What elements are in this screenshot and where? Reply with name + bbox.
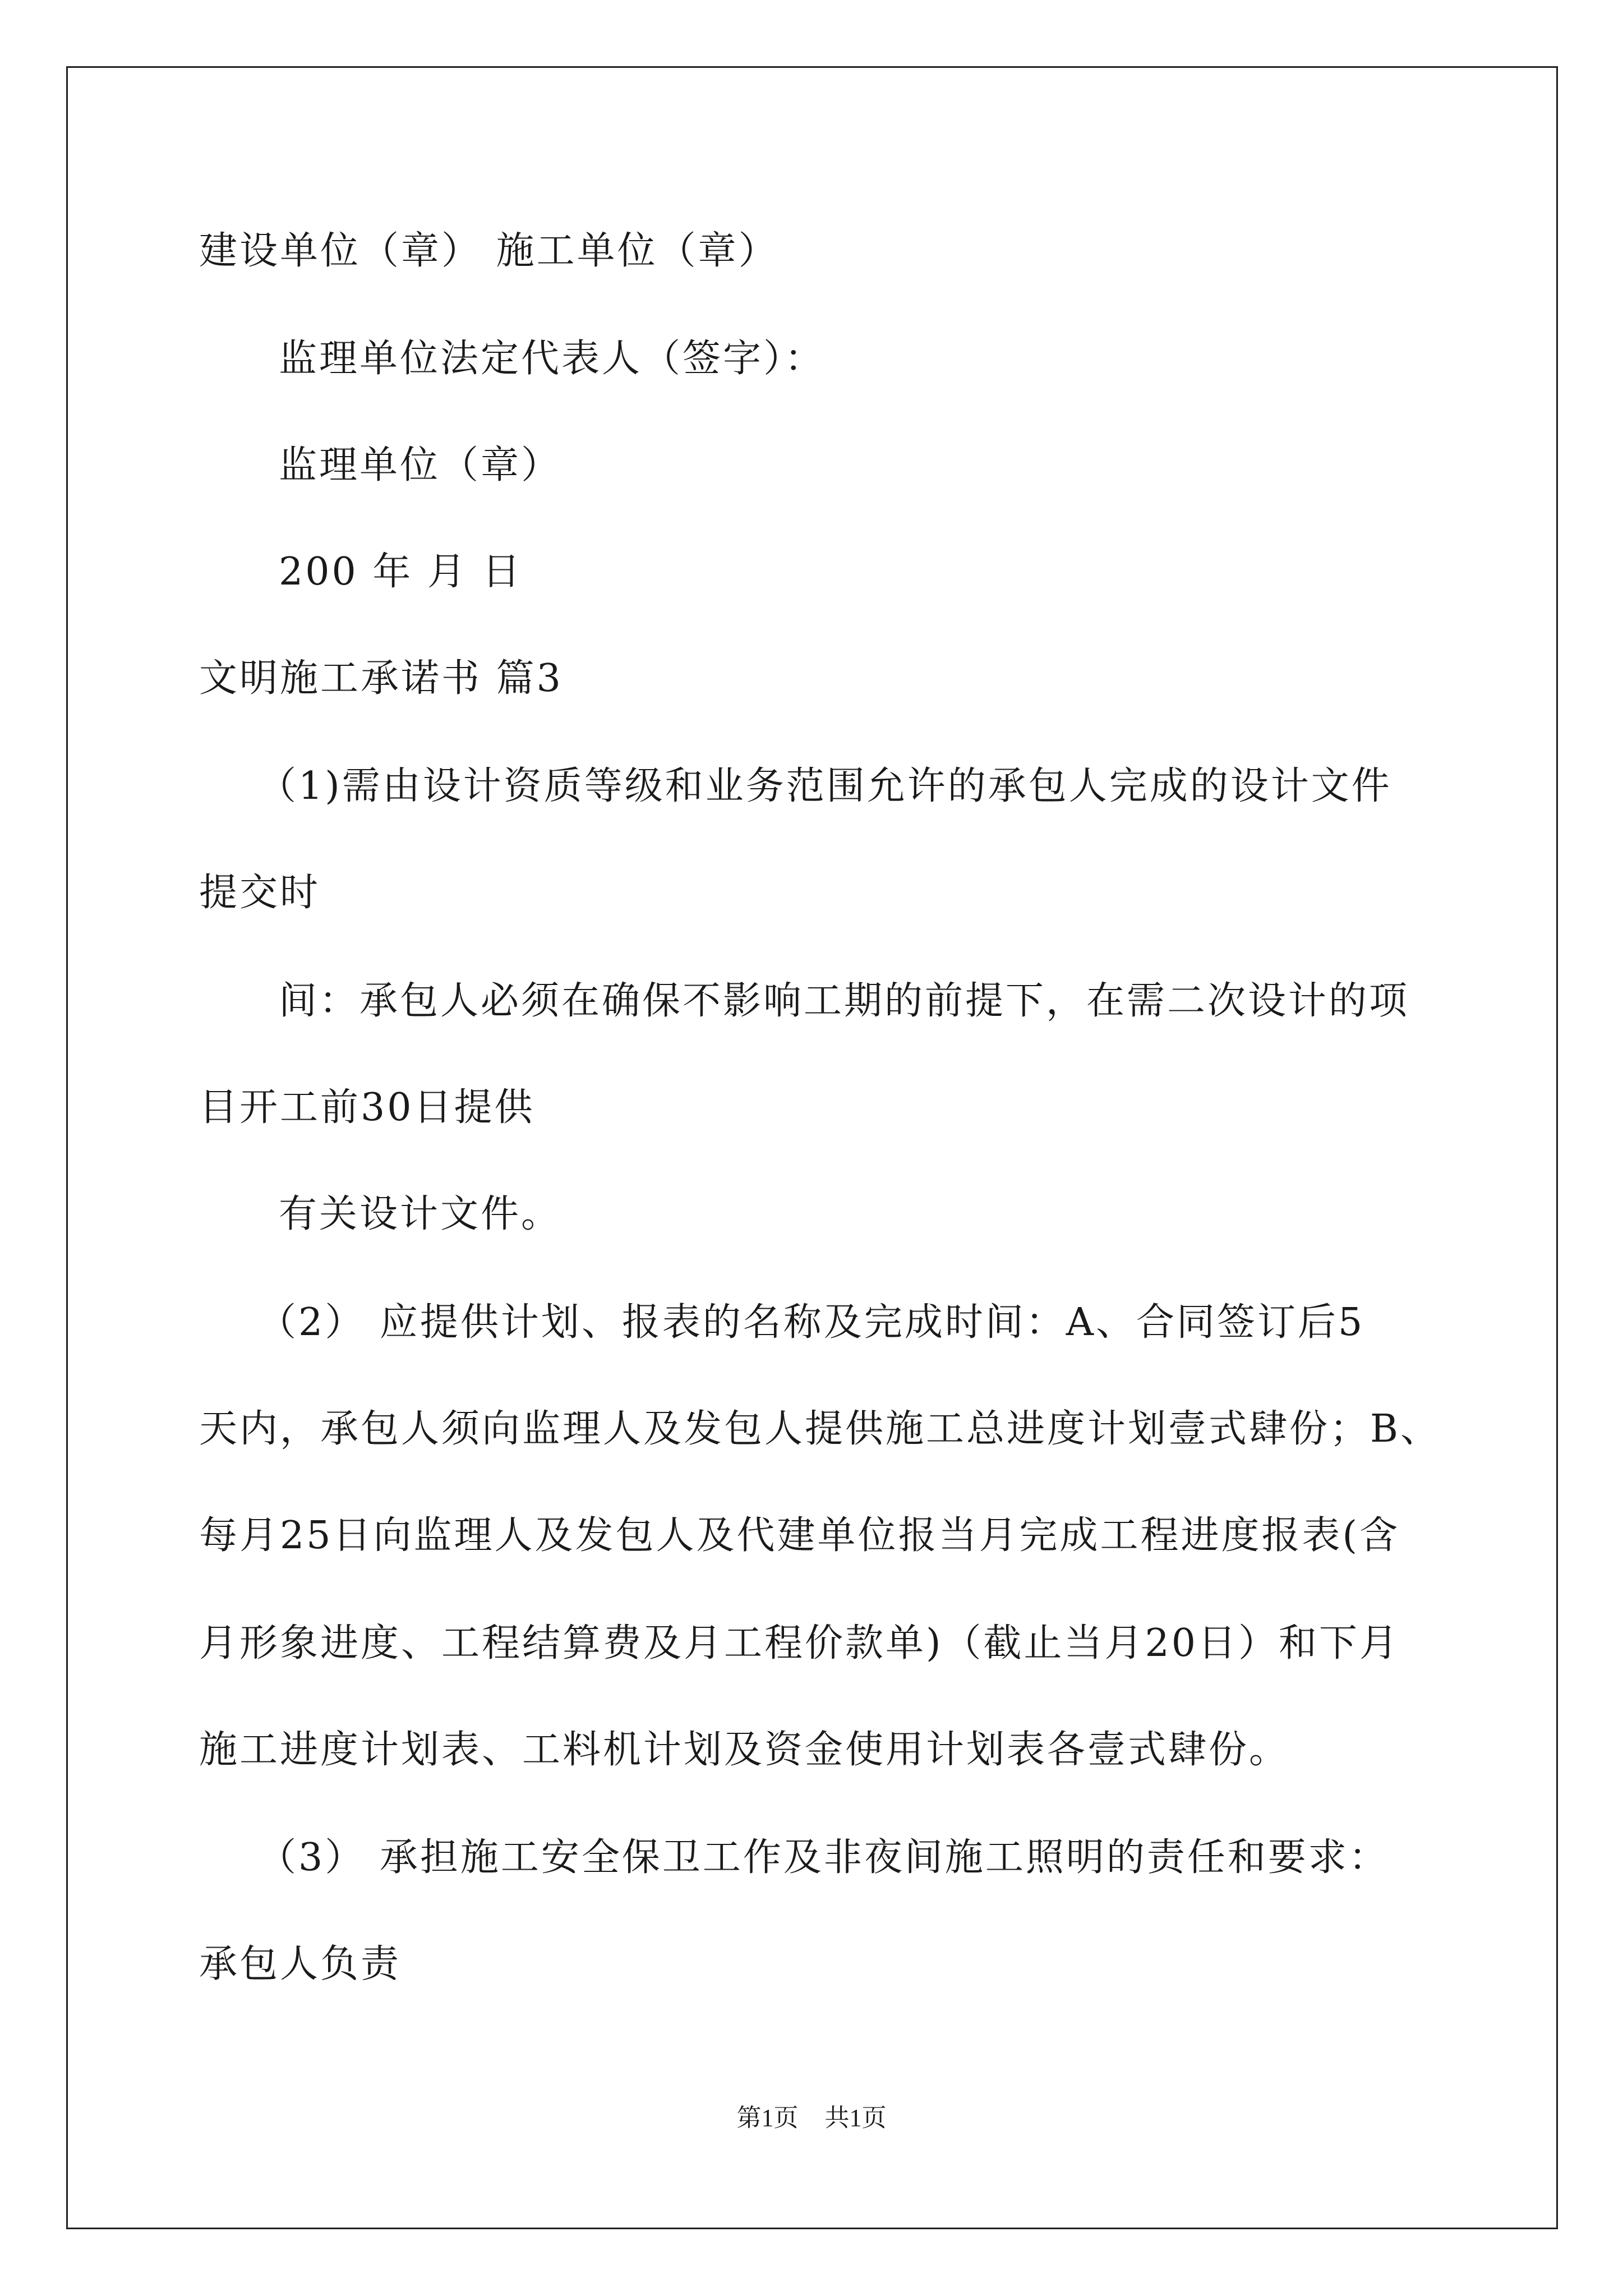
paragraph-1-line-4: 目开工前30日提供 <box>199 1085 535 1130</box>
sign-units-line: 建设单位（章） 施工单位（章） <box>199 229 779 273</box>
paragraph-2-line-2: 天内，承包人须向监理人及发包人提供施工总进度计划壹式肆份；B、 <box>199 1407 1441 1451</box>
paragraph-1-line-3: 间：承包人必须在确保不影响工期的前提下，在需二次设计的项 <box>279 979 1410 1023</box>
section-title: 文明施工承诺书 篇3 <box>199 656 563 701</box>
paragraph-1-line-5: 有关设计文件。 <box>279 1192 562 1236</box>
paragraph-3-line-1: （3） 承担施工安全保卫工作及非夜间施工照明的责任和要求： <box>258 1835 1389 1880</box>
page-number-total: 共1页 <box>824 2104 887 2132</box>
paragraph-2-line-4: 月形象进度、工程结算费及月工程价款单)（截止当月20日）和下月 <box>199 1621 1400 1665</box>
paragraph-2-line-1: （2） 应提供计划、报表的名称及完成时间：A、合同签订后5 <box>258 1300 1365 1345</box>
paragraph-2-line-5: 施工进度计划表、工料机计划及资金使用计划表各壹式肆份。 <box>199 1728 1290 1772</box>
page-footer <box>0 2102 1623 2134</box>
paragraph-3-line-2: 承包人负责 <box>199 1942 402 1986</box>
supervisor-seal-line: 监理单位（章） <box>279 443 562 487</box>
page-border <box>66 66 1558 2229</box>
date-line: 200 年 月 日 <box>279 550 523 594</box>
paragraph-1-line-2: 提交时 <box>199 871 321 915</box>
supervisor-rep-line: 监理单位法定代表人（签字）： <box>279 337 826 381</box>
paragraph-2-line-3: 每月25日向监理人及发包人及代建单位报当月完成工程进度报表(含 <box>199 1513 1400 1558</box>
paragraph-1-line-1: （1)需由设计资质等级和业务范围允许的承包人完成的设计文件 <box>258 764 1392 808</box>
page-number-current: 第1页 <box>736 2104 799 2132</box>
